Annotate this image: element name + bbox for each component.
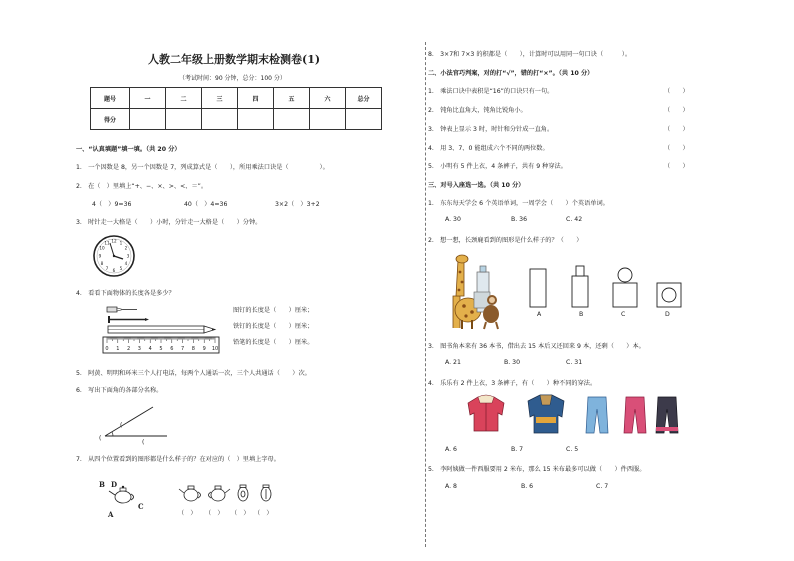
judge-answer[interactable]: （ ） (664, 163, 689, 170)
ruler-tick-label: 8 (191, 346, 195, 352)
clock-icon (92, 234, 136, 278)
svg-text:7: 7 (105, 266, 109, 271)
column-divider (425, 42, 426, 547)
score-header-cell: 一 (130, 88, 166, 109)
question-2: 2. 在（ ）里填上“+、−、×、>、<、＝”。 (76, 183, 208, 190)
score-header-cell: 四 (238, 88, 274, 109)
choice-option[interactable]: C (621, 311, 626, 318)
svg-text:(: ( (120, 422, 123, 429)
question-6: 6. 写出下面角的各部分名称。 (76, 387, 163, 394)
score-cell[interactable] (238, 109, 274, 130)
choice-question-3: 3. 图书角本来有 36 本书，借出去 15 本后又还回来 9 本，还剩（ ）本。 (428, 343, 645, 350)
svg-text:1: 1 (119, 240, 123, 246)
section-3-heading: 三、对号入座选一选。（共 10 分） (428, 182, 525, 189)
teapot-icon (108, 482, 138, 506)
judge-item: 4. 用 3、7、0 能组成六个不同的两位数。 (428, 145, 549, 152)
svg-text:11: 11 (104, 240, 110, 246)
judge-answer[interactable]: （ ） (664, 88, 689, 95)
question-3: 3. 时针走一大格是（ ）小时，分针走一大格是（ ）分钟。 (76, 219, 262, 226)
question-7: 7. 从四个位置看到的图形都是什么样子的？在对应的（ ）里填上字母。 (76, 456, 280, 463)
svg-text:(: ( (142, 439, 145, 446)
svg-text:3: 3 (126, 253, 130, 259)
question-2-item: 3×2（ ）3+2 (275, 201, 320, 208)
score-cell[interactable] (274, 109, 310, 130)
choice-option[interactable]: A. 8 (445, 483, 457, 490)
choice-question-2: 2. 想一想，长颈鹿看到的图形是什么样子的？（ ） (428, 237, 583, 244)
score-header-cell: 五 (274, 88, 310, 109)
choice-question-1: 1. 东东每天学会 6 个英语单词，一周学会（ ）个英语单词。 (428, 200, 609, 207)
score-cell[interactable] (202, 109, 238, 130)
svg-text:2: 2 (124, 245, 128, 251)
choice-option[interactable]: D (665, 311, 670, 318)
view-label-a: A (108, 510, 114, 519)
ruler-tick-label: 5 (159, 346, 163, 352)
score-cell[interactable] (310, 109, 346, 130)
choice-question-5: 5. 李阿姨做一件西服要用 2 米布，那么 15 米布最多可以做（ ）件西服。 (428, 466, 646, 473)
judge-answer[interactable]: （ ） (664, 145, 689, 152)
svg-text:5: 5 (119, 266, 123, 271)
ruler-tick-label: 0 (105, 346, 109, 352)
svg-text:(: ( (99, 435, 102, 442)
choice-question-4: 4. 乐乐有 2 件上衣，3 条裤子，有（ ）种不同的穿法。 (428, 380, 597, 387)
question-4-line: 图钉的长度是（ ）厘米； (233, 307, 314, 314)
view-label-c: C (138, 502, 144, 511)
judge-answer[interactable]: （ ） (664, 107, 689, 114)
score-cell[interactable] (346, 109, 382, 130)
svg-text:8: 8 (100, 261, 104, 266)
judge-item: 3. 钟表上显示 3 时，时针和分针成一直角。 (428, 126, 554, 133)
score-cell[interactable] (166, 109, 202, 130)
view-label-d: D (111, 480, 118, 489)
choice-option[interactable]: C. 5 (566, 446, 579, 453)
choice-option[interactable]: A. 6 (445, 446, 457, 453)
choice-option[interactable]: B. 6 (521, 483, 534, 490)
svg-text:9: 9 (98, 253, 102, 259)
choice-option[interactable]: A. 21 (445, 359, 461, 366)
ruler-tick-label: 6 (170, 346, 174, 352)
choice-option[interactable]: B. 7 (511, 446, 524, 453)
ruler-measurement-figure (101, 303, 221, 355)
question-4-line: 铅笔的长度是（ ）厘米。 (233, 339, 314, 346)
answer-paren[interactable]: （ ） (231, 510, 250, 517)
choice-option[interactable]: C. 42 (566, 216, 583, 223)
question-4-line: 铁钉的长度是（ ）厘米； (233, 323, 314, 330)
question-8: 8. 3×7和 7×3 的积都是（ ），计算时可以用同一句口诀（ ）。 (428, 51, 632, 58)
section-2-heading: 二、小法官巧判案，对的打“√”，错的打“×”。（共 10 分） (428, 70, 594, 77)
judge-item: 2. 钝角比直角大，钝角比锐角小。 (428, 107, 527, 114)
score-cell[interactable] (130, 109, 166, 130)
score-header-cell: 总分 (346, 88, 382, 109)
score-header-cell: 三 (202, 88, 238, 109)
ruler-tick-label: 3 (137, 346, 141, 352)
giraffe-scene-figure (444, 252, 508, 330)
choice-option[interactable]: A. 30 (445, 216, 461, 223)
section-1-heading: 一、“认真填题”填一填。（共 20 分） (76, 146, 181, 153)
svg-text:6: 6 (112, 268, 116, 273)
judge-item: 1. 乘法口诀中表积是“16”的口诀只有一句。 (428, 88, 554, 95)
judge-item: 5. 小明有 5 件上衣，4 条裤子，共有 9 种穿法。 (428, 163, 567, 170)
ruler-tick-label: 9 (202, 346, 206, 352)
exam-subtitle: （考试时间：90 分钟，总分：100 分） (179, 75, 286, 82)
choice-option[interactable]: A (537, 311, 542, 318)
answer-paren[interactable]: （ ） (205, 510, 224, 517)
ruler-tick-label: 1 (116, 346, 120, 352)
answer-paren[interactable]: （ ） (178, 510, 197, 517)
teapot-views-figure (178, 480, 278, 504)
answer-paren[interactable]: （ ） (254, 510, 273, 517)
choice-option[interactable]: C. 7 (596, 483, 609, 490)
score-table (90, 87, 382, 130)
ruler-tick-label: 10 (211, 346, 219, 352)
question-1: 1. 一个因数是 8，另一个因数是 7，列成算式是（ ），所用乘法口诀是（ ）。 (76, 164, 329, 171)
score-header-cell: 二 (166, 88, 202, 109)
choice-option[interactable]: B. 36 (511, 216, 528, 223)
view-label-b: B (99, 480, 105, 489)
score-row-label: 得分 (91, 109, 130, 130)
ruler-tick-label: 4 (148, 346, 152, 352)
score-header-cell: 六 (310, 88, 346, 109)
page-title: 人教二年级上册数学期末检测卷(1) (148, 53, 321, 66)
judge-answer[interactable]: （ ） (664, 126, 689, 133)
choice-option[interactable]: B (579, 311, 584, 318)
ruler-tick-label: 7 (181, 346, 185, 352)
angle-figure (97, 405, 187, 446)
question-4: 4. 看看下面物体的长度各是多少？ (76, 290, 175, 297)
score-header-cell: 题号 (91, 88, 130, 109)
clothing-figure (464, 393, 686, 435)
shape-options-figure (525, 263, 685, 311)
svg-text:10: 10 (99, 245, 105, 251)
svg-text:12: 12 (111, 238, 117, 244)
question-2-item: 40（ ）4=36 (184, 201, 228, 208)
choice-option[interactable]: C. 31 (566, 359, 583, 366)
ruler-tick-label: 2 (127, 346, 131, 352)
question-2-item: 4（ ）9=36 (92, 201, 132, 208)
svg-text:4: 4 (124, 261, 128, 266)
question-5: 5. 阿黄、明明和环米三个人打电话，每两个人通话一次，三个人共通话（ ）次。 (76, 370, 311, 377)
choice-option[interactable]: B. 30 (504, 359, 521, 366)
